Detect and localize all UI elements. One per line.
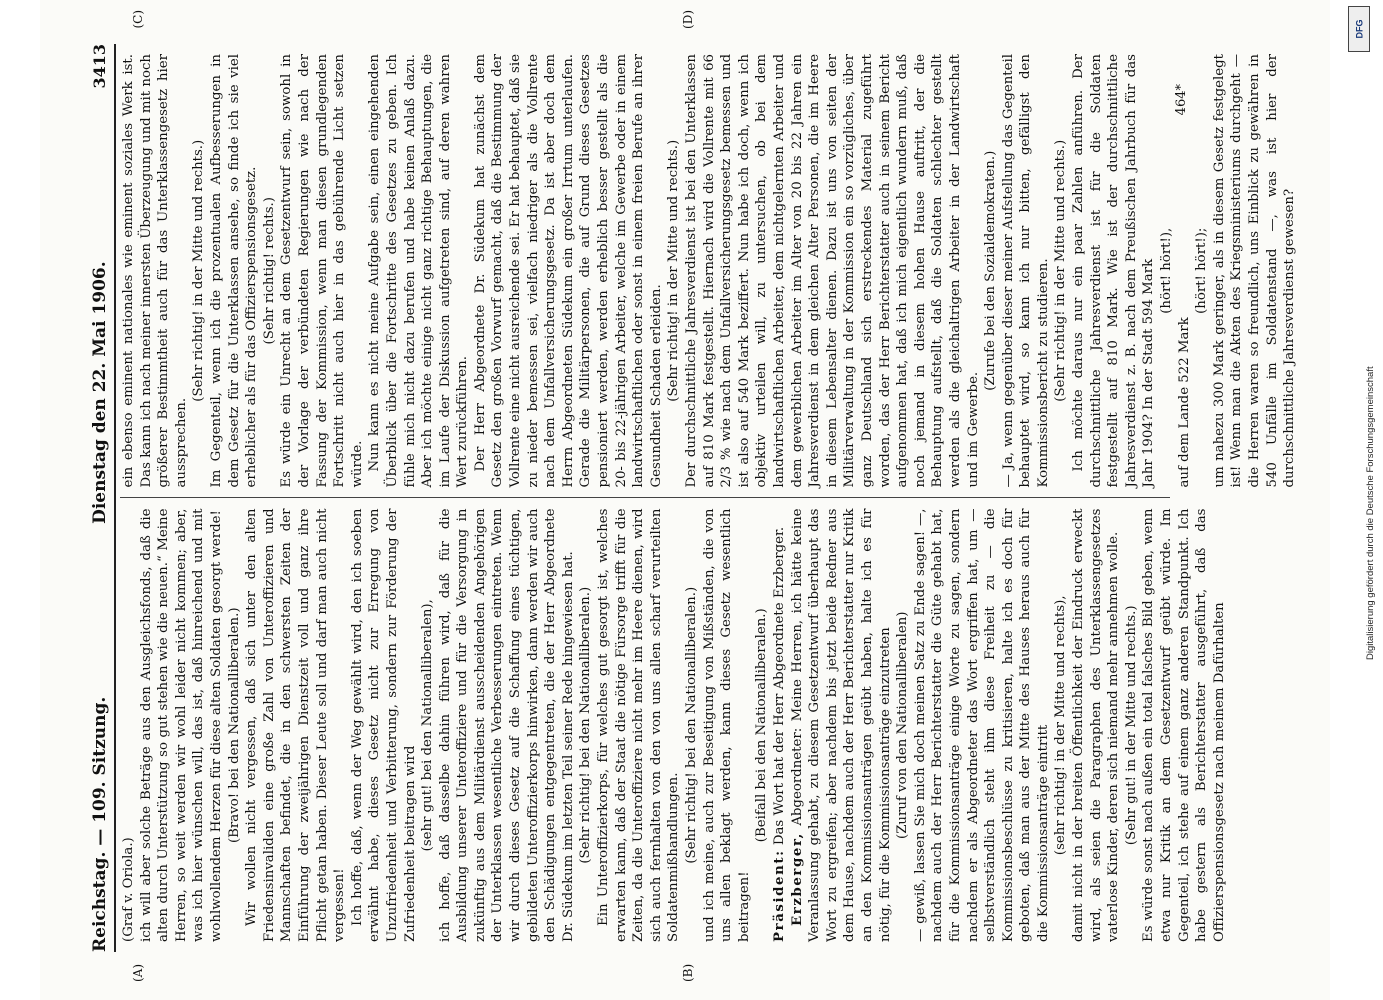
paragraph: (Bravo! bei den Nationalliberalen.) <box>226 607 242 844</box>
margin-mark-b: (B) <box>681 963 695 982</box>
paragraph: — Ja, wenn gegenüber dieser meiner Aufstellung das Gegenteil behauptet wird, so kann ich nur bitten, gefälligst den Kommissionsbericht zu studieren. <box>1000 54 1051 488</box>
margin-mark-a: (A) <box>131 963 145 982</box>
paragraph: (Sehr richtig! rechts.) <box>261 197 277 345</box>
paragraph: auf dem Lande 522 Mark <box>1176 317 1192 488</box>
paragraph: und ich meine, auch zur Beseitigung von Mißständen, die von uns allen beklagt werden, kann dieses Gesetz wesentlich beitragen! <box>701 508 752 942</box>
paragraph: Im Gegenteil, wenn ich die prozentualen Aufbesserungen in dem Gesetz für die Unterklassen ansehe, so finde ich sie viel erheblicher als für das Offizierspensionsgesetz. <box>208 54 260 488</box>
paragraph: — gewiß, lassen Sie mich doch meinen Satz zu Ende sagen! —, nachdem auch der Herr Berichterstatter die Güte gehabt hat, für die Kommissionsanträge einige Worte zu sagen, sondern nachdem er als Abgeordneter das Wort ergriffen hat, um — selbstverständlich steht ihm diese Freiheit zu — die Kommissionsbeschlüsse zu kritisieren, halte ich es doch für geboten, daß man aus der Mitte des Hauses heraus auch für die Kommissionsanträge eintritt <box>912 508 1051 942</box>
paragraph: ich will aber solche Beträge aus den Ausgleichsfonds, daß die alten durch Unterstützung so gut stehen wie die neuen.“ Meine Herren, so weit werden wir wohl leider nicht kommen; aber, was ich hier wünschen will, das ist, daß hinreichend und mit wohlwollendem Herzen für diese alten Soldaten gesorgt werde! <box>138 508 224 942</box>
paragraph: um nahezu 300 Mark geringer, als in diesem Gesetz festgelegt ist! Wenn man die Akten des Kriegsministeriums durchgeht — die Herren waren so freundlich, uns Einblick zu gewähren in 540 Unfälle im Soldatenstand —, was ist hier der durchschnittliche Jahresverdienst gewesen? <box>1211 54 1298 488</box>
paragraph: (Sehr richtig! in der Mitte und rechts.) <box>666 139 682 402</box>
paragraph: Der Herr Abgeordnete Dr. Südekum hat zunächst dem Gesetz den großen Vorwurf gemacht, daß die Bestimmung der Vollrente eine nicht ausreichende sei. Er hat behauptet, daß sie zu nieder bemessen sei, vielfach niedriger als die Vollrente nach dem Unfallversicherungsgesetz. Da ist aber doch dem Herrn Abgeordneten Südekum ein großer Irrtum unterlaufen. Gerade die Militärpersonen, die auf Grund dieses Gesetzes pensioniert werden, werden erheblich besser gestellt als die 20- bis 22-jährigen Arbeiter, welche im Gewerbe oder in einem landwirtschaftlichen oder sonst in einem freien Berufe an ihrer Gesundheit Schaden erleiden. <box>472 54 664 488</box>
paragraph: (hört! hört!), <box>1159 227 1175 314</box>
paragraph: (Beifall bei den Nationalliberalen.) <box>754 608 770 843</box>
paragraph: Der durchschnittliche Jahresverdienst ist bei den Unterklassen auf 810 Mark festgestellt. Hiernach wird die Vollrente mit 66 2/3 % wie nach dem Unfallversicherungsgesetz bemessen und ist also auf 540 Mark beziffert. Nun habe ich doch, wenn ich objektiv urteilen will, zu untersuchen, ob bei dem landwirtschaftlichen Arbeiter, dem nichtgelernten Arbeiter und dem gewerblichen Arbeiter im Alter von 20 bis 22 Jahren ein Jahresverdienst in dem gleichen Alter Personen, die im Heere in diesem Lebensalter dienen. Dazu ist uns von seiten der Militärverwaltung in der Kommission ein so vorzügliches, über ganz Deutschland sich erstreckendes Material zugeführt worden, das der Herr Berichterstatter auch in seinem Bericht aufgenommen hat, daß ich mich eigentlich wundern muß, daß noch jemand in diesem hohen Hause auftritt, der die Behauptung aufstellt, daß die Soldaten schlechter gestellt werden als die gleichaltrigen Arbeiter in der Landwirtschaft und im Gewerbe. <box>684 54 981 488</box>
paragraph: Es würde sonst nach außen ein total falsches Bild geben, wenn etwa nur Kritik an dem Gesetzentwurf geübt würde. Im Gegenteil, ich stehe auf einem ganz anderen Standpunkt. Ich habe gestern als Berichterstatter ausgeführt, daß das Offizierspensionsgesetz nach meinem Dafürhalten <box>1141 508 1227 942</box>
paragraph: (Sehr richtig! bei den Nationalliberalen.) <box>578 586 594 864</box>
paragraph: Ich hoffe, daß, wenn der Weg gewählt wird, den ich soeben erwähnt habe, dieses Gesetz nicht zur Erregung von Unzufriedenheit und Verbitterung, sondern zur Förderung der Zufriedenheit beitragen wird <box>349 508 418 942</box>
rotated-page <box>40 0 1330 1000</box>
scanned-page <box>40 0 1330 1000</box>
paragraph: (sehr richtig! in der Mitte und rechts), <box>1053 595 1069 856</box>
header-left: Reichstag. — 109. Sitzung. <box>90 696 110 952</box>
paragraph: Präsident: Das Wort hat der Herr Abgeordnete Erzberger. <box>771 526 787 942</box>
page-number: 3413 <box>90 44 109 89</box>
paragraph: Wir wollen nicht vergessen, daß sich unter den alten Friedensinvaliden eine große Zahl von Unteroffizieren und Mannschaften befindet, die in den schwersten Zeiten der Einführung der zweijährigen Dienstzeit voll und ganz ihre Pflicht getan haben. Dieser Leute soll und darf man auch nicht vergessen! <box>244 508 348 942</box>
paragraph: (Sehr gut! in der Mitte und rechts.) <box>1123 605 1139 846</box>
paragraph: (Sehr richtig! in der Mitte und rechts.) <box>191 139 207 402</box>
paragraph: damit nicht in der breiten Öffentlichkeit der Eindruck erweckt wird, als seien die Paragraphen des Unterklassengesetzes vaterlose Kinder, deren sich niemand mehr annehmen wolle. <box>1071 508 1122 942</box>
paragraph: (sehr gut! bei den Nationalliberalen), <box>420 599 436 852</box>
paragraph: (Sehr richtig! in der Mitte und rechts.) <box>1053 139 1069 402</box>
column-left <box>120 499 1227 982</box>
margin-mark-d: (D) <box>681 10 695 29</box>
paragraph: Ein Unteroffizierkorps, für welches gut gesorgt ist, welches erwarten kann, daß der Staat die nötige Fürsorge trifft für die Zeiten, da die Unteroffiziere nicht mehr im Heere dienen, wird sich auch fernhalten von den von uns allen scharf verurteilten Soldatenmißhandlungen. <box>596 508 682 942</box>
page-footer: 464* <box>1174 84 1189 116</box>
paragraph: (Sehr richtig! bei den Nationalliberalen.) <box>684 586 699 864</box>
paragraph: (Zuruf von den Nationalliberalen) <box>895 611 911 839</box>
paragraph: Es würde ein Unrecht an dem Gesetzentwurf sein, sowohl in der Vorlage der verbündeten Regierungen wie nach der Fassung der Kommission, wenn man diesen grundlegenden Fortschritt nicht auch hier in das gebührende Licht setzen würde. <box>279 54 365 488</box>
credit-text: Digitalisierung gefördert durch die Deutsche Forschungsgemeinschaft <box>1365 366 1376 660</box>
header-center: Dienstag den 22. Mai 1906. <box>90 261 110 524</box>
paragraph: ich hoffe, daß dasselbe dahin führen wird, daß für die Ausbildung unserer Unteroffiziere und für die Versorgung in zukünftig aus dem Militärdienst ausscheidenden Angehörigen der Unterklassen wesentliche Verbesserungen eintreten. Wenn wir durch dieses Gesetz auf die Schaffung eines tüchtigen, gebildeten Unteroffizierkorps hinwirken, dann werden wir auch den Schädigungen entgegentreten, die der Herr Abgeordnete Dr. Südekum im letzten Teil seiner Rede hingewiesen hat. <box>437 508 576 942</box>
digitization-credit <box>1343 0 1383 1000</box>
paragraph: Erzberger, Abgeordneter: Meine Herren, ich hätte keine Veranlassung gehabt, zu diesem Gesetzentwurf überhaupt das Wort zu ergreifen; aber nachdem bis jetzt beide Redner aus dem Hause, nachdem auch der Herr Berichterstatter nur Kritik an den Kommissionsanträgen geübt haben, halte ich es für nötig, für die Kommissionsanträge einzutreten <box>789 508 893 942</box>
page-header <box>90 44 116 952</box>
dfg-logo: DFG <box>1348 6 1370 52</box>
paragraph: Nun kann es nicht meine Aufgabe sein, einen eingehenden Überblick über die Fortschritte des Gesetzes zu geben. Ich fühle mich nicht dazu berufen und habe keinen Anlaß dazu. Aber ich möchte einige nicht ganz richtige Behauptungen, die im Laufe der Diskussion aufgetreten sind, auf deren wahren Wert zurückführen. <box>367 54 471 488</box>
paragraph: (hört! hört!); <box>1194 227 1210 314</box>
paragraph: (Graf v. Oriola.) <box>121 837 136 942</box>
paragraph: Ich möchte daraus nur ein paar Zahlen anführen. Der durchschnittliche Jahresverdienst ist für die Soldaten festgestellt auf 810 Mark. Wie ist der durchschnittliche Jahresverdienst z. B. nach dem Preußischen Jahrbuch für das Jahr 1904? In der Stadt 594 Mark <box>1071 54 1157 488</box>
paragraph: ein ebenso eminent nationales wie eminent soziales Werk ist. Das kann ich nach meiner innersten Überzeugung und mit noch größerer Bestimmtheit auch für das Unterklassengesetz hier aussprechen. <box>121 54 189 488</box>
margin-mark-c: (C) <box>131 10 145 29</box>
paragraph: (Zurufe bei den Sozialdemokraten.) <box>983 150 999 391</box>
